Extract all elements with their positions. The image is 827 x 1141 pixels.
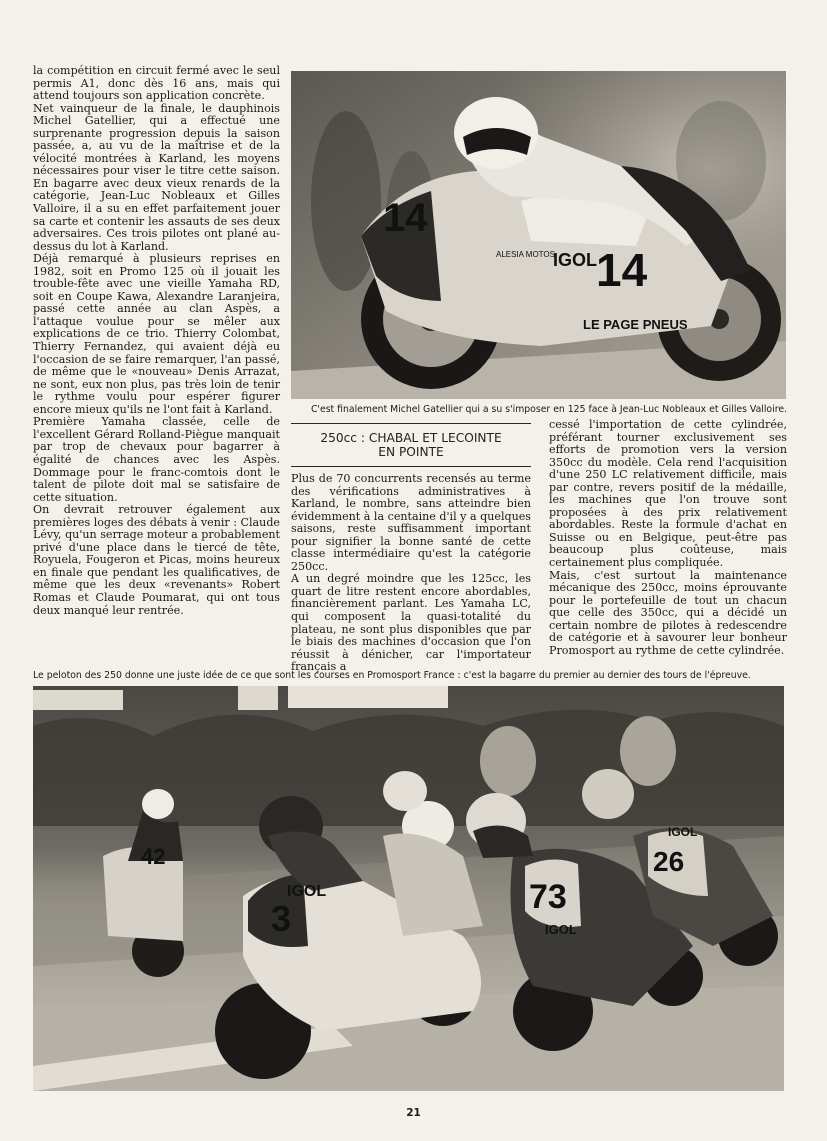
- photo-rider-14-image: [291, 71, 786, 399]
- paragraph: cessé l'importation de cette cylindrée, préférant tourner exclusivement ses efforts de promotion vers la version 350cc du modèle. Cela rend l'acquisition d'une 250 LC relativement difficile, mais par contre, revers positif de la médaille, les machines que l'on trouve sont proposées à des prix relativement abordables. Reste la formule d'achat en Suisse ou en Belgique, peut-être pas beaucoup plus coûteuse, mais certainement plus compliquée.: [549, 418, 787, 570]
- fairing-alesia: ALESIA MOTOS: [496, 250, 555, 259]
- section-heading-line1: 250cc : CHABAL ET LECOINTE: [320, 431, 502, 445]
- fairing-igol-3: IGOL: [287, 883, 327, 900]
- fairing-lepage: LE PAGE PNEUS: [583, 317, 688, 332]
- paragraph: Mais, c'est surtout la maintenance mécanique des 250cc, moins éprouvante pour le portefeuille de tout un chacun que celle des 350cc, qui a décidé un certain nombre de pilotes à redescendre de catégorie et à savourer leur bonheur Promosport au rythme de cette cylindrée.: [549, 568, 787, 657]
- bike-number-26: 26: [653, 846, 685, 877]
- bike-number-73: 73: [529, 878, 567, 916]
- fairing-number-front: 14: [383, 196, 428, 240]
- paragraph: On devrait retrouver également aux premières loges des débats à venir : Claude Lévy, qu'un serrage moteur a probablement privé d'une place dans le tiercé de tête, Royuela, Fougeron et Picas, moins heureux en finale que pendant les qualificatives, de même que les deux «revenants» Robert Romas et Claude Poumarat, qui ont tous deux manqué leur rentrée.: [33, 503, 280, 617]
- photo-rider-14: [291, 71, 786, 399]
- photo-250-pack-image: [33, 686, 784, 1091]
- photo-caption-bottom: Le peloton des 250 donne une juste idée de ce que sont les courses en Promosport France : c'est la bagarre du premier au dernier des tours de l'épreuve.: [33, 670, 751, 681]
- paragraph: Net vainqueur de la finale, le dauphinois Michel Gatellier, qui a effectué une surprenante progression depuis la saison passée, a, au vu de la maîtrise et de la vélocité montrées à Karland, les moyens nécessaires pour viser le titre cette saison. En bagarre avec deux vieux renards de la catégorie, Jean-Luc Nobleaux et Gilles Valloire, il a su en effet parfaitement jouer sa carte et contenir les assauts de ses deux adversaires. Ces trois pilotes ont plané au-dessus du lot à Karland.: [33, 101, 280, 253]
- photo-caption-top: C'est finalement Michel Gatellier qui a su s'imposer en 125 face à Jean-Luc Nobleaux et Gilles Valloire.: [310, 404, 787, 415]
- page-number: 21: [406, 1107, 421, 1119]
- article-column-middle: [291, 473, 531, 674]
- fairing-igol: IGOL: [553, 250, 597, 270]
- bike-number-42: 42: [141, 844, 166, 869]
- paragraph: A un degré moindre que les 125cc, les quart de litre restent encore abordables, financièrement parlant. Les Yamaha LC, qui composent la quasi-totalité du plateau, ne sont plus disponibles que par le biais des machines d'occasion que l'on réussit à dénicher, car l'importateur français a: [291, 572, 531, 674]
- article-column-left: [33, 65, 280, 617]
- section-heading-250cc: [291, 423, 531, 467]
- fairing-number-side: 14: [596, 244, 648, 296]
- section-heading-line2: EN POINTE: [378, 445, 444, 459]
- article-column-right: [549, 419, 787, 657]
- fairing-igol-26: IGOL: [668, 825, 698, 839]
- paragraph: Plus de 70 concurrents recensés au terme des vérifications administratives à Karland, le nombre, sans atteindre bien évidemment à la centaine d'il y a quelques saisons, reste suffisamment important pour signifier la bonne santé de cette classe intermédiaire qu'est la catégorie 250cc.: [291, 472, 531, 573]
- paragraph: la compétition en circuit fermé avec le seul permis A1, donc dès 16 ans, mais qui attend toujours son application concrète.: [33, 64, 280, 103]
- paragraph: Déjà remarqué à plusieurs reprises en 1982, soit en Promo 125 où il jouait les trouble-fête avec une vieille Yamaha RD, soit en Coupe Kawa, Alexandre Laranjeira, passé cette année au clan Aspès, a l'attaque voulue pour se mêler aux explications de ce trio. Thierry Colombat, Thierry Fernandez, qui avaient déjà eu l'occasion de se faire remarquer, l'an passé, de même que le «nouveau» Denis Arrazat, ne sont, eux non plus, pas très loin de tenir le rythme voulu pour espérer figurer encore mieux qu'ils ne l'ont fait à Karland.: [33, 252, 280, 416]
- bike-number-3: 3: [271, 898, 292, 939]
- paragraph: Première Yamaha classée, celle de l'excellent Gérard Rolland-Piègue manquait par trop de chevaux pour bagarrer à égalité de chances avec les Aspès. Dommage pour le franc-comtois dont le talent de pilote doit mal se satisfaire de cette situation.: [33, 415, 280, 504]
- photo-250-pack: [33, 686, 784, 1091]
- fairing-igol-73: IGOL: [545, 922, 577, 937]
